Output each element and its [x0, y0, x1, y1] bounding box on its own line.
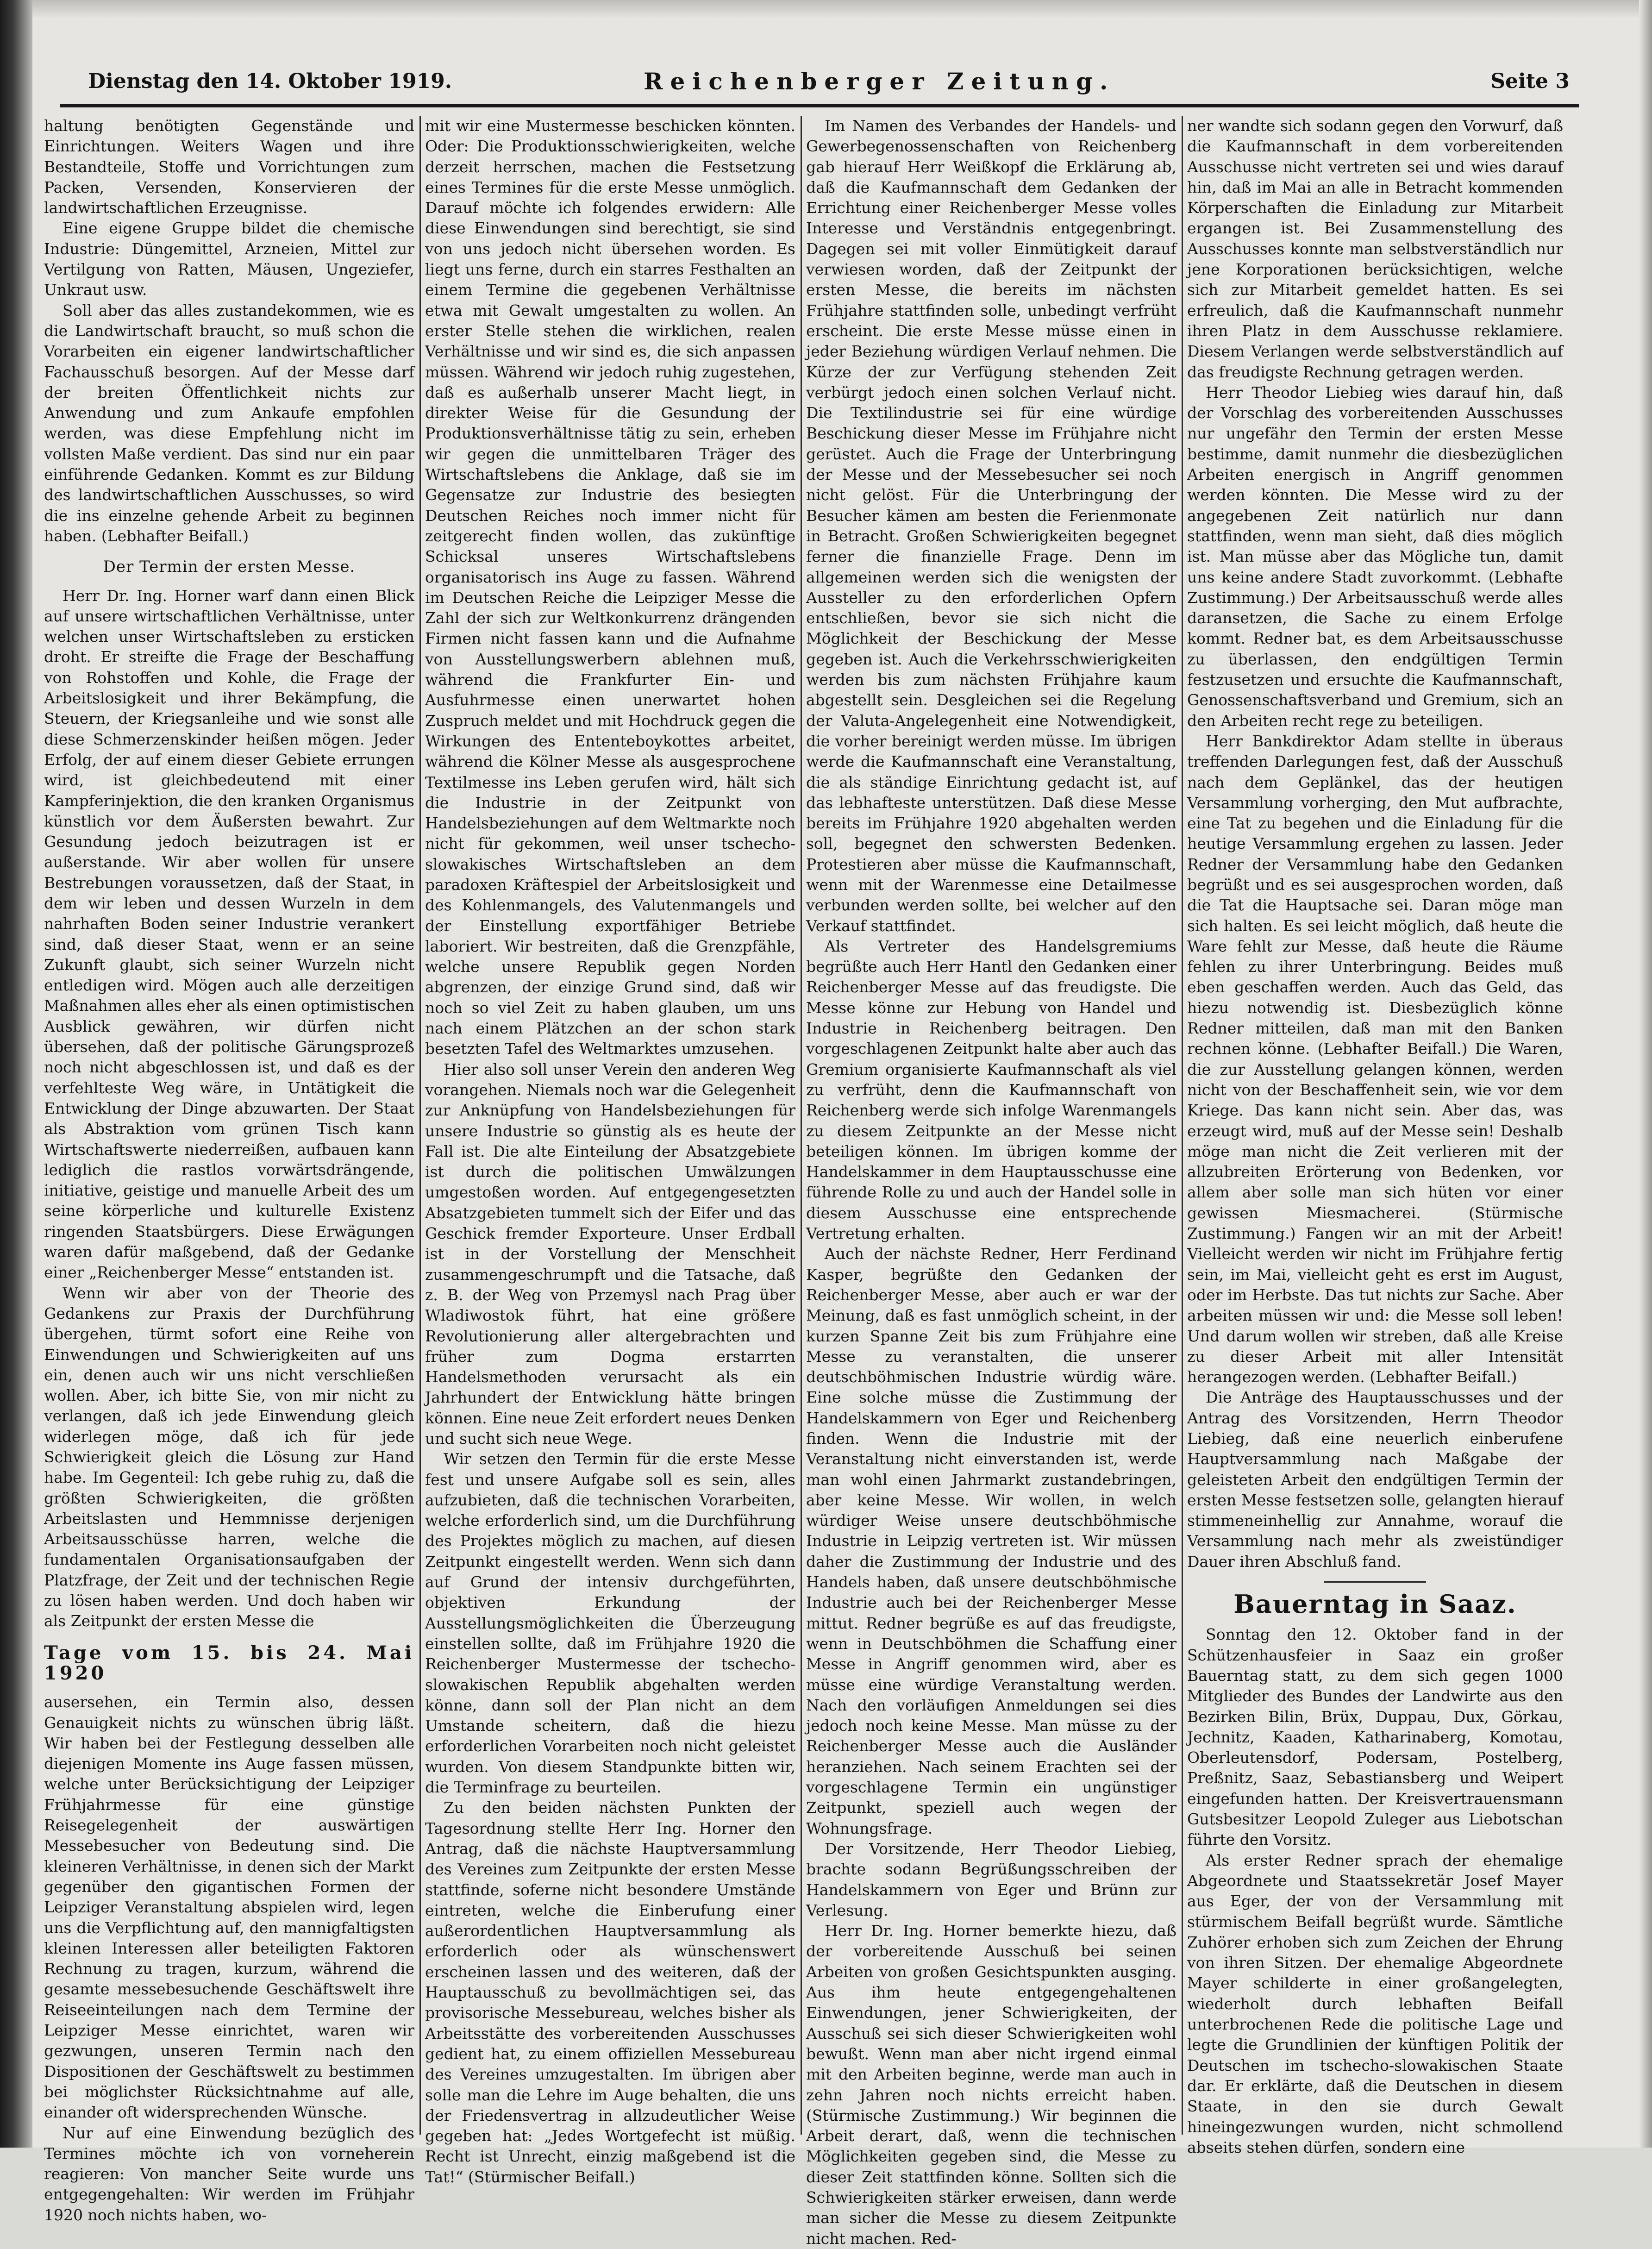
- section-heading: Der Termin der ersten Messe.: [103, 558, 356, 576]
- scan-edge-right: [1639, 0, 1652, 2148]
- paragraph: Sonntag den 12. Oktober fand in der Schützenhausfeier in Saaz ein großer Bauerntag statt, zu dem sich gegen 1000 Mitglieder des Bundes der Landwirte aus den Bezirken Bilin, Brüx, Duppau, Dux, Görkau, Jechnitz, Kaaden, Katharinaberg, Komotau, Oberleutensdorf, Podersam, Postelberg, Preßnitz, Saaz, Sebastiansberg und Weipert eingefunden hatten. Der Kreisvertrauensmann Gutsbesitzer Leopold Zuleger aus Liebotschan führte den Vorsitz.: [1187, 1625, 1563, 1849]
- column-divider: [1182, 116, 1183, 2135]
- date-heading: Tage vom 15. bis 24. Mai 1920: [44, 1641, 414, 1684]
- paragraph: Zu den beiden nächsten Punkten der Tagesordnung stellte Herr Ing. Horner den Antrag, daß die nächste Hauptversammlung des Vereines zum Zeitpunkte der ersten Messe stattfinde, soferne nicht besondere Umstände eintreten, welche die Einberufung einer außerordentlichen Hauptversammlung als erforderlich oder als wünschenswert erscheinen lassen und des weiteren, daß der Hauptausschuß zu bevollmächtigen sei, das provisorische Messebureau, welches bisher als Arbeitsstätte des vorbereitenden Ausschusses gedient hat, zu einem offiziellen Messebureau des Vereines umzugestalten. Im übrigen aber solle man die Lehre im Auge behalten, die uns der Friedensvertrag in allzudeutlicher Weise gegeben hat: „Jedes Wortgefecht ist müßig. Recht ist Unrecht, einzig maßgebend ist die Tat!“ (Stürmischer Beifall.): [425, 1798, 795, 2186]
- paragraph: Eine eigene Gruppe bildet die chemische Industrie: Düngemittel, Arzneien, Mittel zur Vertilgung von Ratten, Mäusen, Ungeziefer, Unkraut usw.: [44, 219, 414, 299]
- paragraph: Als erster Redner sprach der ehemalige Abgeordnete und Staatssekretär Josef Mayer aus Eger, der von der Versammlung mit stürmischem Beifall begrüßt wurde. Sämtliche Zuhörer erhoben sich zum Zeichen der Ehrung von ihren Sitzen. Der ehemalige Abgeordnete Mayer schilderte in einer großangelegten, wiederholt durch lebhaften Beifall unterbrochenen Rede die politische Lage und legte die Grundlinien der künftigen Politik der Deutschen im tschecho-slowakischen Staate dar. Er erklärte, daß die Deutschen in diesem Staate, in den sie durch Gewalt hineingezwungen wurden, nicht schmollend abseits stehen dürfen, sondern eine: [1187, 1851, 1563, 2156]
- header-rule: [60, 104, 1579, 107]
- column-3: [806, 116, 1176, 2248]
- paragraph: Herr Dr. Ing. Horner bemerkte hiezu, daß der vorbereitende Ausschuß bei seinen Arbeiten von großen Gesichtspunkten ausging. Aus ihm heute entgegengehaltenen Einwendungen, jener Schwierigkeiten, der Ausschuß sei sich dieser Schwierigkeiten wohl bewußt. Wenn man aber nicht irgend einmal mit den Arbeiten beginne, werde man auch in zehn Jahren noch nichts erreicht haben. (Stürmische Zustimmung.) Wir beginnen die Arbeit derart, daß, wenn die technischen Möglichkeiten gegeben sind, die Messe zu dieser Zeit stattfinden könne. Sollten sich die Schwierigkeiten stärker erweisen, dann werde man sicher die Messe zu diesem Zeitpunkte nicht machen. Red-: [806, 1922, 1176, 2248]
- scan-edge-top: [0, 0, 1652, 19]
- paragraph: Als Vertreter des Handelsgremiums begrüßte auch Herr Hantl den Gedanken einer Reichenberger Messe auf das freudigste. Die Messe könne zur Hebung von Handel und Industrie in Reichenberg beitragen. Den vorgeschlagenen Zeitpunkt halte aber auch das Gremium organisierte Kaufmannschaft als viel zu verfrüht, denn die Kaufmannschaft von Reichenberg werde sich infolge Warenmangels zu diesem Zeitpunkte an der Messe nicht beteiligen können. Im übrigen komme der Handelskammer in dem Hauptausschusse eine führende Rolle zu und auch der Handel solle in diesem Ausschusse eine entsprechende Vertretung erhalten.: [806, 937, 1176, 1243]
- column-4: [1187, 116, 1563, 2156]
- paragraph: Auch der nächste Redner, Herr Ferdinand Kasper, begrüßte den Gedanken der Reichenberger Messe, aber auch er war der Meinung, daß es fast unmöglich scheint, in der kurzen Spanne Zeit bis zum Frühjahre eine Messe zu veranstalten, die unserer deutschböhmischen Industrie würdig wäre. Eine solche müsse die Zustimmung der Handelskammern von Eger und Reichenberg finden. Wenn die Industrie mit der Veranstaltung nicht einverstanden ist, werde man wohl einen Jahrmarkt zustandebringen, aber keine Messe. Wir wollen, in welch würdiger Weise unsere deutschböhmische Industrie in Leipzig vertreten ist. Wir müssen daher die Zustimmung der Industrie und des Handels haben, daß unsere deutschböhmische Industrie auch bei der Reichenberger Messe mittut. Redner begrüße es auf das freudigste, wenn in Deutschböhmen die Schaffung einer Messe in Angriff genommen wird, aber es müsse eine würdige Veranstaltung werden. Nach den vorläufigen Anmeldungen sei dies jedoch noch keine Messe. Man müsse zu der Reichenberger Messe auch die Ausländer heranziehen. Nach seinem Erachten sei der vorgeschlagene Termin ein ungünstiger Zeitpunkt, speziell auch wegen der Wohnungsfrage.: [806, 1245, 1176, 1837]
- column-2: [425, 116, 795, 2186]
- column-divider: [419, 116, 421, 2135]
- paragraph: Der Vorsitzende, Herr Theodor Liebieg, brachte sodann Begrüßungsschreiben der Handelskammern von Eger und Brünn zur Verlesung.: [806, 1839, 1176, 1919]
- paragraph: Herr Bankdirektor Adam stellte in überaus treffenden Darlegungen fest, daß der Ausschuß nach dem Geplänkel, das der heutigen Versammlung vorherging, den Mut aufbrachte, eine Tat zu begehen und die Einladung für die heutige Versammlung ergehen zu lassen. Jeder Redner der Versammlung habe den Gedanken begrüßt und es sei ausgesprochen worden, daß die Tat die Hauptsache sei. Daran möge man sich halten. Es sei leicht möglich, daß heute die Ware fehlt zur Messe, daß heute die Räume fehlen zu ihrer Unterbringung. Beides muß eben geschaffen werden. Auch das Geld, das hiezu notwendig ist. Diesbezüglich könne Redner mitteilen, daß man mit den Banken rechnen könne. (Lebhafter Beifall.) Die Waren, die zur Ausstellung gelangen können, werden nicht von der Beschaffenheit sein, wie vor dem Kriege. Das kann nicht sein. Aber das, was erzeugt wird, muß auf der Messe sein! Deshalb möge man nicht die Zeit verlieren mit der allzubreiten Erörterung von Bedenken, vor allem aber solle man sich hüten vor einer gewissen Miesmacherei. (Stürmische Zustimmung.) Fangen wir an mit der Arbeit! Vielleicht werden wir nicht im Frühjahre fertig sein, im Mai, vielleicht geht es erst im August, oder im Herbste. Das tut nichts zur Sache. Aber arbeiten müssen wir und: die Messe soll leben! Und darum wollen wir streben, daß alle Kreise zu dieser Arbeit mit aller Intensität herangezogen werden. (Lebhafter Beifall.): [1187, 732, 1563, 1386]
- paragraph: Nur auf eine Einwendung bezüglich des Termines möchte ich von vorneherein reagieren: Von mancher Seite wurde uns entgegengehalten: Wir werden im Frühjahr 1920 noch nichts haben, wo-: [44, 2124, 414, 2224]
- paragraph: Wir setzen den Termin für die erste Messe fest und unsere Aufgabe soll es sein, alles aufzubieten, daß die technischen Vorarbeiten, welche erforderlich sind, um die Durchführung des Projektes möglich zu machen, auf diesen Zeitpunkt eingestellt werden. Wenn sich dann auf Grund der intensiv durchgeführten, objektiven Erkundung der Ausstellungsmöglichkeiten die Überzeugung einstellen sollte, daß im Frühjahre 1920 die Reichenberger Mustermesse der tschecho-slowakischen Republik abgehalten werden könne, dann soll der Plan nicht an dem Umstande scheitern, daß die hiezu erforderlichen Vorarbeiten noch nicht geleistet wurden. Von diesem Standpunkte bitten wir, die Terminfrage zu beurteilen.: [425, 1450, 795, 1797]
- paragraph: Hier also soll unser Verein den anderen Weg vorangehen. Niemals noch war die Gelegenheit zur Anknüpfung von Handelsbeziehungen für unsere Industrie so günstig als es heute der Fall ist. Die alte Einteilung der Absatzgebiete ist durch die politischen Umwälzungen umgestoßen worden. Auf entgegengesetzten Absatzgebieten tummelt sich der Eifer und das Geschick fremder Exporteure. Unser Erdball ist in der Vorstellung der Menschheit zusammengeschrumpft und die Tatsache, daß z. B. der Weg von Przemysl nach Prag über Wladiwostok führt, hat eine größere Revolutionierung aller altergebrachten und früher zum Dogma erstarrten Handelsmethoden verursacht als ein Jahrhundert der Entwicklung hätte bringen können. Eine neue Zeit erfordert neues Denken und sucht sich neue Wege.: [425, 1060, 795, 1447]
- paragraph: Soll aber das alles zustandekommen, wie es die Landwirtschaft braucht, so muß schon die Vorarbeiten ein eigener landwirtschaftlicher Fachausschuß besorgen. Auf der Messe darf der breiten Öffentlichkeit nichts zur Anwendung und zum Ankaufe empfohlen werden, was diese Empfehlung nicht im vollsten Maße verdient. Das sind nur ein paar einführende Gedanken. Kommt es zur Bildung des landwirtschaftlichen Ausschusses, so wird die ins einzelne gehende Arbeit zu beginnen haben. (Lebhafter Beifall.): [44, 301, 414, 545]
- paragraph: Wenn wir aber von der Theorie des Gedankens zur Praxis der Durchführung übergehen, türmt sofort eine Reihe von Einwendungen und Schwierigkeiten auf uns ein, denen auch wir uns nicht verschließen wollen. Aber, ich bitte Sie, von mir nicht zu verlangen, daß ich jede Einwendung gleich widerlegen möge, daß ich für jede Schwierigkeit gleich die Lösung zur Hand habe. Im Gegenteil: Ich gebe ruhig zu, daß die größten Schwierigkeiten, die größten Arbeitslasten und Hemmnisse derjenigen Arbeitsausschüsse harren, welche die fundamentalen Organisationsaufgaben der Platzfrage, der Zeit und der technischen Regie zu lösen haben werden. Und doch haben wir als Zeitpunkt der ersten Messe die: [44, 1284, 414, 1630]
- paragraph: Die Anträge des Hauptausschusses und der Antrag des Vorsitzenden, Herrn Theodor Liebieg, daß eine neuerlich einberufene Hauptversammlung nach Maßgabe der geleisteten Arbeit den endgültigen Termin der ersten Messe festsetzen solle, gelangten hierauf stimmeneinhellig zur Annahme, worauf die Versammlung nach mehr als zweistündiger Dauer ihren Abschluß fand.: [1187, 1388, 1563, 1571]
- paragraph: ner wandte sich sodann gegen den Vorwurf, daß die Kaufmannschaft in dem vorbereitenden Ausschusse nicht vertreten sei und wies darauf hin, daß im Mai an alle in Betracht kommenden Körperschaften die Einladung zur Mitarbeit ergangen ist. Bei Zusammenstellung des Ausschusses konnte man selbstverständlich nur jene Korporationen berücksichtigen, welche sich zur Mitarbeit gemeldet hatten. Es sei erfreulich, daß die Kaufmannschaft nunmehr ihren Platz in dem Ausschusse reklamiere. Diesem Verlangen werde selbstverständlich auf das freudigste Rechnung getragen werden.: [1187, 117, 1563, 381]
- page-header: [88, 69, 1570, 102]
- column-divider: [801, 116, 802, 2135]
- paragraph: mit wir eine Mustermesse beschicken könnten. Oder: Die Produktionsschwierigkeiten, welche derzeit herrschen, machen die Festsetzung eines Termines für die erste Messe unmöglich. Darauf möchte ich folgendes erwidern: Alle diese Einwendungen sind berechtigt, sie sind von uns jedoch nicht übersehen worden. Es liegt uns ferne, durch ein starres Festhalten an einem Termine die gegebenen Verhältnisse etwa mit Gewalt umgestalten zu wollen. An erster Stelle stehen die wirklichen, realen Verhältnisse und wir sind es, die sich anpassen müssen. Während wir jedoch ruhig zugestehen, daß es außerhalb unserer Macht liegt, in direkter Weise für die Gesundung der Produktionsverhältnisse tätig zu sein, erheben wir gegen die unmittelbaren Träger des Wirtschaftslebens die Anklage, daß sie im Gegensatze zur Industrie des besiegten Deutschen Reiches noch immer nicht für zeitgerecht finden wollen, das zukünftige Schicksal unseres Wirtschaftslebens organisatorisch ins Auge zu fassen. Während im Deutschen Reiche die Leipziger Messe die Zahl der sich zur Weltkonkurrenz drängenden Firmen nicht fassen kann und die Aufnahme von Ausstellungswerbern ablehnen muß, während die Frankfurter Ein- und Ausfuhrmesse einen unerwartet hohen Zuspruch meldet und mit Hochdruck gegen die Wirkungen des Ententeboykottes arbeitet, während die Kölner Messe als ausgesprochene Textilmesse ins Leben gerufen wird, hält sich die Industrie in der Zeitpunkt von Handelsbeziehungen auf dem Weltmarkte noch nicht für gekommen, weil unser tschecho-slowakisches Wirtschaftsleben an dem paradoxen Kräftespiel der Arbeitslosigkeit und des Kohlenmangels, des Valutenmangels und der Einstellung exportfähiger Betriebe laboriert. Wir bestreiten, daß die Grenzpfähle, welche unsere Republik gegen Norden abgrenzen, der einzige Grund sind, daß wir noch so viel Zeit zu haben glauben, um uns nach einem Plätzchen an der schon stark besetzten Tafel des Weltmarktes umzusehen.: [425, 117, 795, 1058]
- paragraph: haltung benötigten Gegenstände und Einrichtungen. Weiters Wagen und ihre Bestandteile, Stoffe und Vorrichtungen zum Packen, Versenden, Konservieren der landwirtschaftlichen Erzeugnisse.: [44, 117, 414, 217]
- paragraph: ausersehen, ein Termin also, dessen Genauigkeit nichts zu wünschen übrig läßt. Wir haben bei der Festlegung desselben alle diejenigen Momente ins Auge fassen müssen, welche unter Berücksichtigung der Leipziger Frühjahrmesse für eine günstige Reisegelegenheit der auswärtigen Messebesucher von Bedeutung sind. Die kleineren Verhältnisse, in denen sich der Markt gegenüber den gigantischen Formen der Leipziger Veranstaltung abspielen wird, legen uns die Verpflichtung auf, den mannigfaltigsten kleinen Interessen aller beteiligten Faktoren Rechnung zu tragen, kurzum, während die gesamte messebesuchende Geschäftswelt ihre Reiseeinteilungen nach dem Termine der Leipziger Messe einrichtet, waren wir gezwungen, unseren Termin nach den Dispositionen der Geschäftswelt zu bestimmen bei möglichster Rücksichtnahme auf alle, einander oft widersprechenden Wünsche.: [44, 1693, 414, 2122]
- scan-edge-left: [0, 0, 32, 2148]
- paragraph: Herr Theodor Liebieg wies darauf hin, daß der Vorschlag des vorbereitenden Ausschusses nur ungefähr den Termin der ersten Messe bestimme, damit nunmehr die diesbezüglichen Arbeiten energisch in Angriff genommen werden könnten. Die Messe wird zu der angegebenen Zeit natürlich nur dann stattfinden, wenn man sieht, daß dies möglich ist. Man müsse aber das Mögliche tun, damit uns keine andere Stadt zuvorkommt. (Lebhafte Zustimmung.) Der Arbeitsausschuß werde alles daransetzen, die Sache zu einem Erfolge kommt. Redner bat, es dem Arbeitsausschusse zu überlassen, den endgültigen Termin festzusetzen und ersuchte die Kaufmannschaft, Genossenschaftsverband und Gremium, sich an den Arbeiten recht rege zu beteiligen.: [1187, 383, 1563, 730]
- article-title: Bauerntag in Saaz.: [1233, 1589, 1517, 1619]
- header-date: Dienstag den 14. Oktober 1919.: [88, 69, 452, 93]
- page-number: Seite 3: [1490, 69, 1570, 93]
- newspaper-title: Reichenberger Zeitung.: [644, 68, 1115, 95]
- article-separator: [1324, 1581, 1426, 1583]
- paragraph: Im Namen des Verbandes der Handels- und Gewerbegenossenschaften von Reichenberg gab hierauf Herr Weißkopf die Erklärung ab, daß die Kaufmannschaft dem Gedanken der Errichtung einer Reichenberger Messe volles Interesse und Verständnis entgegenbringt. Dagegen sei mit voller Einmütigkeit darauf verwiesen worden, daß der Zeitpunkt der ersten Messe, die bereits im nächsten Frühjahre stattfinden solle, unbedingt verfrüht erscheint. Die erste Messe müsse einen in jeder Beziehung würdigen Verlauf nehmen. Die Kürze der zur Verfügung stehenden Zeit verbürgt jedoch einen solchen Verlauf nicht. Die Textilindustrie sei für eine würdige Beschickung dieser Messe im Frühjahre nicht gerüstet. Auch die Frage der Unterbringung der Messe und der Messebesucher sei noch nicht gelöst. Für die Unterbringung der Besucher kämen am besten die Ferienmonate in Betracht. Großen Schwierigkeiten begegnet ferner die finanzielle Frage. Denn im allgemeinen werden sich die wenigsten der Aussteller zu den erforderlichen Opfern entschließen, bevor sie sich nicht die Möglichkeit der Beschickung der Messe gegeben ist. Auch die Verkehrsschwierigkeiten werden bis zum nächsten Frühjahre kaum abgestellt sein. Desgleichen sei die Regelung der Valuta-Angelegenheit eine Notwendigkeit, die vorher bereinigt werden müsse. Im übrigen werde die Kaufmannschaft eine Veranstaltung, die als ständige Einrichtung gedacht ist, auf das lebhafteste unterstützen. Daß diese Messe bereits im Frühjahre 1920 abgehalten werden soll, begegnet den schwersten Bedenken. Protestieren aber müsse die Kaufmannschaft, wenn mit der Warenmesse eine Detailmesse verbunden werden sollte, bei welcher auf den Verkauf stattfindet.: [806, 117, 1176, 935]
- paragraph: Herr Dr. Ing. Horner warf dann einen Blick auf unsere wirtschaftlichen Verhältnisse, unter welchen unser Wirtschaftsleben zu ersticken droht. Er streifte die Frage der Beschaffung von Rohstoffen und Kohle, die Frage der Arbeitslosigkeit und ihrer Bekämpfung, die Steuern, der Kriegsanleihe und wie sonst alle diese Schmerzenskinder heißen mögen. Jeder Erfolg, der auf einem dieser Gebiete errungen wird, ist gleichbedeutend mit einer Kampferinjektion, die den kranken Organismus künstlich vor dem Äußersten bewahrt. Zur Gesundung jedoch beizutragen ist er außerstande. Wir aber wollen für unsere Bestrebungen voraussetzen, daß der Staat, in dem wir leben und dessen Wurzeln in dem nahrhaften Boden seiner Industrie verankert sind, daß dieser Staat, wenn er an seine Zukunft glaubt, sich seiner Wurzeln nicht entledigen wird. Mögen auch alle derzeitigen Maßnahmen alles eher als einen optimistischen Ausblick gewähren, wir dürfen nicht übersehen, daß der politische Gärungsprozeß noch nicht abgeschlossen ist, und daß es der verfehlteste Weg wäre, in Untätigkeit die Entwicklung der Dinge abzuwarten. Der Staat als Abstraktion vom grünen Tisch kann Wirtschaftswerte niederreißen, aufbauen kann lediglich die rastlos vorwärtsdrängende, initiative, geistige und manuelle Arbeit des um seine körperliche und kulturelle Existenz ringenden Staatsbürgers. Diese Erwägungen waren dafür maßgebend, daß der Gedanke einer „Reichenberger Messe“ entstanden ist.: [44, 586, 414, 1282]
- column-1: [44, 116, 414, 2224]
